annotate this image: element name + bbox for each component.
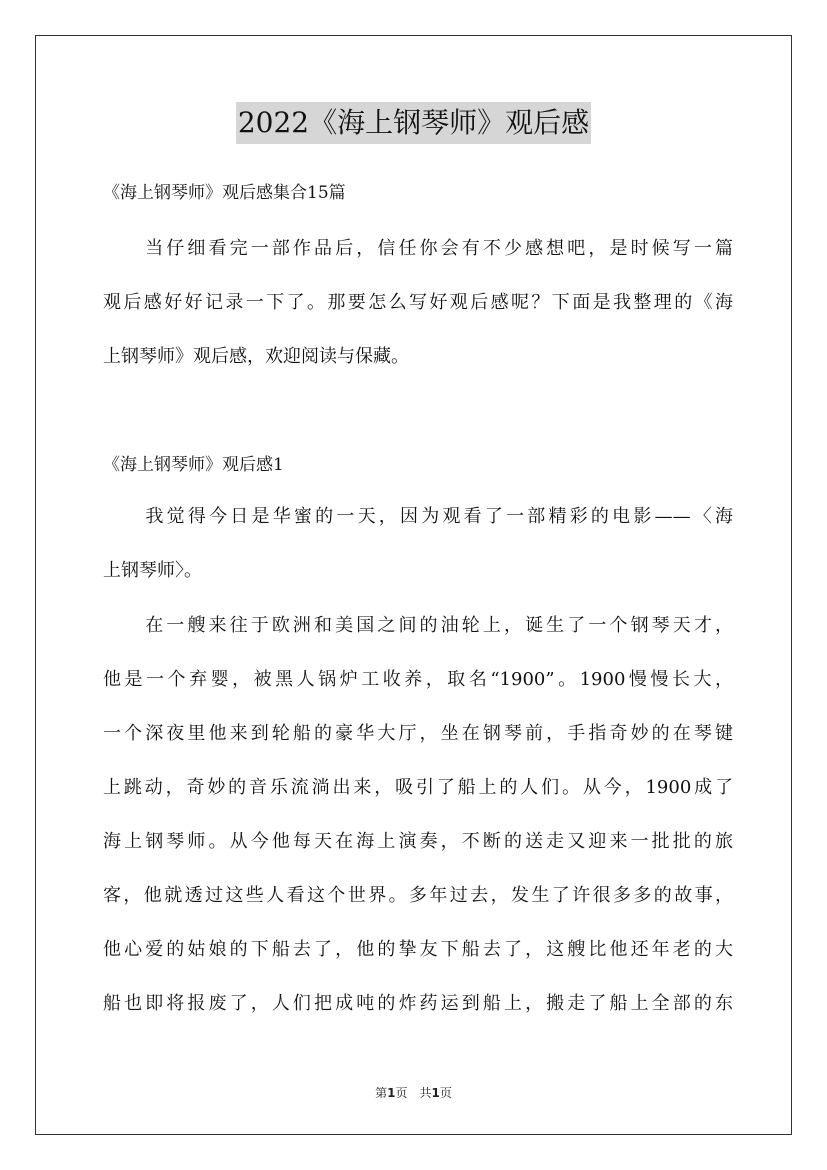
body-paragraph-1 [103,490,733,598]
paragraph-line: 他心爱的姑娘的下船去了，他的挚友下船去了，这艘比他还年老的大 [103,939,733,960]
section-heading: 《海上钢琴师》观后感1 [103,455,284,475]
intro-paragraph [103,222,733,384]
page-mid: 页 共 [395,1086,432,1100]
document-title-wrap [0,102,827,144]
paragraph-line: 一个深夜里他来到轮船的豪华大厅，坐在钢琴前，手指奇妙的在琴键 [103,723,733,744]
page-current: 1 [387,1086,396,1100]
paragraph-line: 船也即将报废了，人们把成吨的炸药运到船上，搬走了船上全部的东 [103,993,733,1014]
paragraph-line: 在一艘来往于欧洲和美国之间的油轮上，诞生了一个钢琴天才， [103,615,733,636]
page-prefix: 第 [375,1086,388,1100]
page-footer [0,1084,827,1102]
paragraph-line: 观后感好好记录一下了。那要怎么写好观后感呢？下面是我整理的《海 [103,292,733,313]
page-suffix: 页 [439,1086,452,1100]
page-total: 1 [431,1086,440,1100]
paragraph-line: 海上钢琴师。从今他每天在海上演奏，不断的送走又迎来一批批的旅 [103,831,733,852]
paragraph-line: 上钢琴师》观后感，欢迎阅读与保藏。 [103,346,409,367]
document-subtitle: 《海上钢琴师》观后感集合15篇 [103,183,346,203]
paragraph-line: 客，他就透过这些人看这个世界。多年过去，发生了许很多多的故事， [103,885,733,906]
paragraph-line: 我觉得今日是华蜜的一天，因为观看了一部精彩的电影——〈海 [103,506,733,527]
paragraph-line: 上跳动，奇妙的音乐流淌出来，吸引了船上的人们。从今，1900成了 [103,777,733,798]
body-paragraph-2 [103,599,733,1031]
document-title: 2022《海上钢琴师》观后感 [236,102,591,144]
paragraph-line: 当仔细看完一部作品后，信任你会有不少感想吧，是时候写一篇 [103,238,733,259]
paragraph-line: 他是一个弃婴，被黑人锅炉工收养，取名“1900”。1900慢慢长大， [103,669,733,690]
paragraph-line: 上钢琴师〉。 [103,560,202,581]
